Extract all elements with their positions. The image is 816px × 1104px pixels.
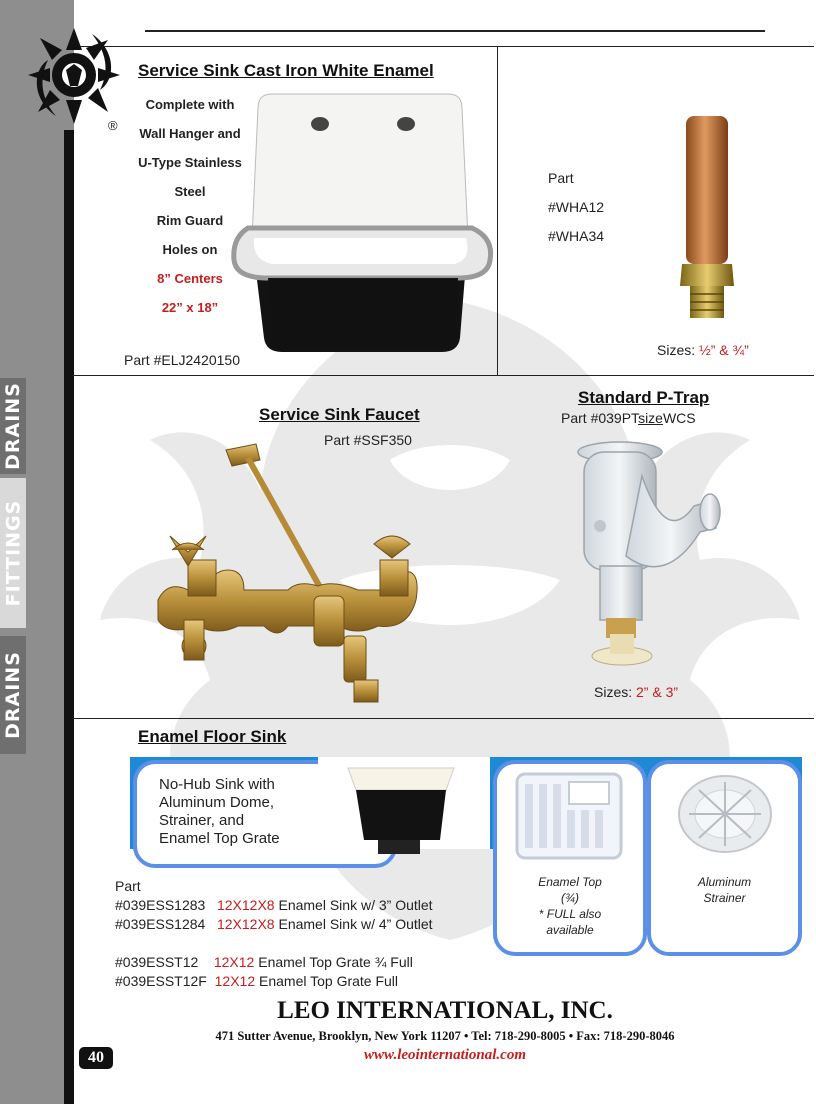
- floor-sink-desc-line: Aluminum Dome,: [159, 794, 275, 811]
- sink-desc-line: Steel: [174, 184, 206, 199]
- ptrap-image: [566, 436, 726, 676]
- part-number: #039ESST12F: [115, 973, 207, 989]
- sink-part: Part #ELJ2420150: [124, 352, 240, 368]
- sink-desc-line: Rim Guard: [156, 213, 224, 228]
- caption-line: available: [546, 923, 594, 937]
- side-black-bar: [64, 130, 74, 1104]
- floor-sink-desc-line: Strainer, and: [159, 812, 245, 829]
- floor-sink-part-row: [115, 953, 433, 972]
- sink-centers: 8” Centers: [157, 271, 223, 286]
- lion-logo: [26, 20, 122, 130]
- floor-sink-desc-line: No-Hub Sink with: [159, 776, 275, 793]
- floor-sink-description: [159, 776, 280, 848]
- wha-part-list: [548, 164, 604, 251]
- floor-sink-part-row: [115, 896, 433, 915]
- top-rule: [145, 30, 765, 32]
- wha-sizes: [657, 342, 749, 358]
- part-number: #039ESS1284: [115, 916, 206, 932]
- faucet-part: Part #SSF350: [324, 432, 412, 448]
- floor-sink-title: Enamel Floor Sink: [138, 727, 287, 746]
- aluminum-strainer-image: [675, 772, 775, 856]
- wha-part-number: #WHA34: [548, 228, 605, 244]
- caption-line: * FULL also: [538, 907, 602, 921]
- hammer-arrestor-image: [676, 114, 742, 320]
- part-size: 12X12: [214, 973, 256, 989]
- ptrap-part: [561, 410, 696, 426]
- part-size: 12X12: [213, 954, 255, 970]
- floor-sink-desc-line: Enamel Top Grate: [159, 830, 280, 847]
- registered-mark: ®: [108, 118, 118, 133]
- faucet-image: [148, 440, 448, 712]
- floor-sink-part-label: Part: [115, 878, 141, 894]
- tab-label: DRAINS: [2, 651, 25, 739]
- floor-sink-part-row: [115, 972, 433, 991]
- tab-label: DRAINS: [2, 382, 25, 470]
- part-desc: Enamel Sink w/ 4” Outlet: [278, 916, 433, 932]
- enamel-top-box: [493, 760, 647, 956]
- sink-desc-line: Complete with: [145, 97, 235, 112]
- faucet-title: Service Sink Faucet: [259, 405, 420, 424]
- wha-sizes-value: ½” & ¾”: [699, 342, 749, 358]
- caption-line: (¾): [561, 891, 579, 905]
- footer-company: LEO INTERNATIONAL, INC.: [277, 997, 613, 1024]
- ptrap-part-prefix: Part #039PT: [561, 410, 639, 426]
- part-size: 12X12X8: [216, 916, 275, 932]
- tab-drains-bottom[interactable]: [0, 636, 26, 754]
- ptrap-title: Standard P-Trap: [578, 388, 710, 407]
- ptrap-part-size: size: [638, 410, 663, 426]
- section-rule-1: [72, 46, 814, 47]
- tab-fittings[interactable]: [0, 478, 26, 628]
- strainer-caption: [651, 874, 798, 906]
- section-rule-2: [72, 375, 814, 376]
- ptrap-sizes-label: Sizes:: [594, 684, 633, 700]
- floor-sink-image: [334, 760, 464, 860]
- footer-website[interactable]: www.leointernational.com: [364, 1047, 526, 1063]
- ptrap-part-suffix: WCS: [662, 410, 696, 426]
- enamel-top-grate-image: [513, 770, 625, 862]
- tab-drains-top[interactable]: [0, 378, 26, 474]
- wha-sizes-label: Sizes:: [657, 342, 696, 358]
- part-desc: Enamel Sink w/ 3” Outlet: [278, 897, 433, 913]
- section-rule-3: [72, 718, 814, 719]
- sink-desc-line: Holes on: [162, 242, 218, 257]
- part-number: #039ESST12: [115, 954, 199, 970]
- caption-line: Enamel Top: [538, 875, 602, 889]
- page-number: 40: [79, 1047, 113, 1069]
- sink-title: Service Sink Cast Iron White Enamel: [138, 61, 434, 80]
- part-desc: Enamel Top Grate Full: [259, 973, 399, 989]
- caption-line: Aluminum: [697, 875, 752, 889]
- part-size: 12X12X8: [216, 897, 275, 913]
- sink-size: 22” x 18”: [161, 300, 219, 315]
- wha-part-number: #WHA12: [548, 199, 605, 215]
- service-sink-image: [228, 88, 500, 360]
- floor-sink-part-row: [115, 915, 433, 934]
- wha-part-label: Part: [548, 170, 574, 186]
- caption-line: Strainer: [703, 891, 746, 905]
- footer-address: 471 Sutter Avenue, Brooklyn, New York 11207 • Tel: 718-290-8005 • Fax: 718-290-8046: [215, 1029, 675, 1043]
- enamel-top-caption: [497, 874, 643, 938]
- ptrap-sizes-value: 2” & 3”: [636, 684, 679, 700]
- sink-desc-line: U-Type Stainless: [138, 155, 242, 170]
- tab-label: FITTINGS: [2, 499, 24, 607]
- part-desc: Enamel Top Grate ¾ Full: [258, 954, 413, 970]
- floor-sink-part-list: [115, 877, 433, 991]
- sink-desc-line: Wall Hanger and: [139, 126, 241, 141]
- part-number: #039ESS1283: [115, 897, 206, 913]
- ptrap-sizes: [594, 684, 678, 700]
- strainer-box: [647, 760, 802, 956]
